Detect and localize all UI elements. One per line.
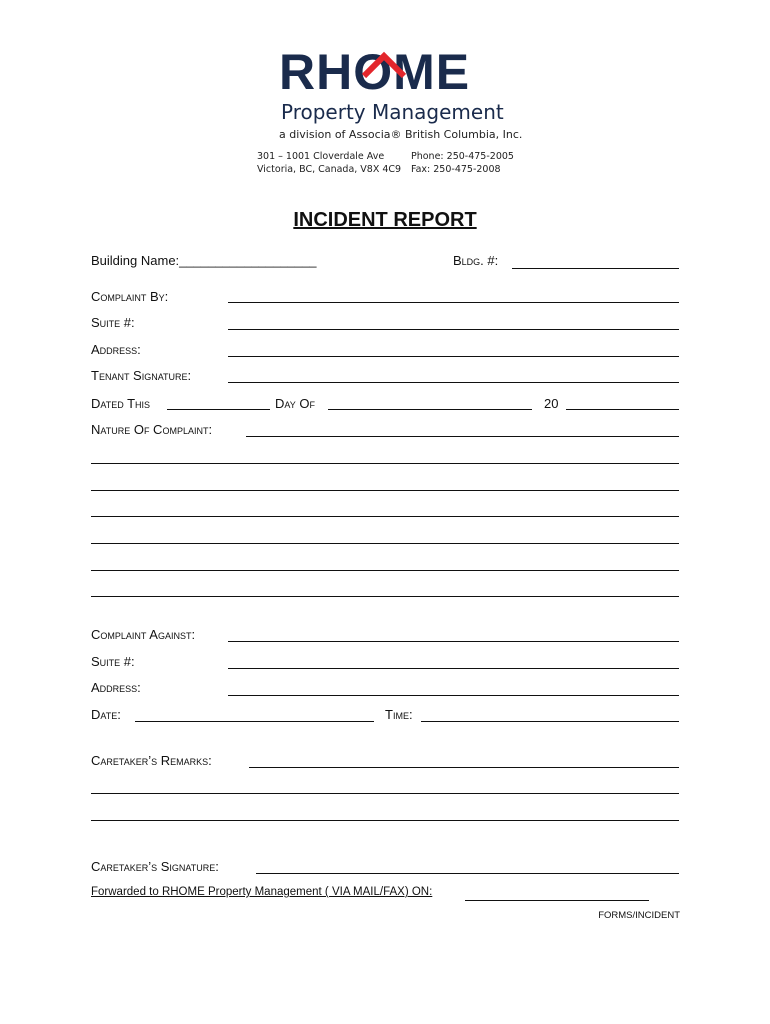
company-contact	[411, 150, 514, 176]
address-label: Address:	[91, 342, 141, 357]
address-line-1: 301 – 1001 Cloverdale Ave	[257, 151, 385, 162]
nature-of-complaint-line[interactable]	[246, 436, 679, 437]
dated-this-label: Dated This	[91, 396, 151, 411]
company-address	[257, 150, 401, 176]
caretakers-signature-label: Caretaker’s Signature:	[91, 859, 219, 874]
time-label: Time:	[385, 707, 413, 722]
caretakers-remarks-label: Caretaker’s Remarks:	[91, 753, 212, 768]
suite-2-line[interactable]	[228, 668, 679, 669]
forwarded-label: Forwarded to RHOME Property Management ( VIA MAIL/FAX) ON:	[91, 886, 433, 898]
roof-icon	[360, 48, 408, 78]
complaint-detail-line[interactable]	[91, 543, 679, 544]
complaint-detail-line[interactable]	[91, 596, 679, 597]
forms-code: FORMS/INCIDENT	[598, 910, 680, 921]
address-2-label: Address:	[91, 680, 141, 695]
forwarded-date-line[interactable]	[465, 900, 649, 901]
bldg-number-line[interactable]	[512, 268, 679, 269]
brand-name-text: RHOME	[279, 44, 471, 100]
brand-division: a division of Associa® British Columbia, Inc.	[279, 128, 523, 141]
caretakers-signature-line[interactable]	[256, 873, 679, 874]
date-line[interactable]	[135, 721, 374, 722]
building-name-field[interactable]: Building Name:___________________	[91, 253, 317, 268]
complaint-detail-line[interactable]	[91, 570, 679, 571]
complaint-by-line[interactable]	[228, 302, 679, 303]
tenant-signature-label: Tenant Signature:	[91, 368, 192, 383]
day-of-line[interactable]	[328, 409, 532, 410]
complaint-against-line[interactable]	[228, 641, 679, 642]
date-label: Date:	[91, 707, 121, 722]
nature-of-complaint-label: Nature Of Complaint:	[91, 422, 213, 437]
complaint-detail-line[interactable]	[91, 490, 679, 491]
caretakers-remarks-line[interactable]	[249, 767, 679, 768]
complaint-detail-line[interactable]	[91, 463, 679, 464]
page-title: INCIDENT REPORT	[293, 209, 477, 231]
phone-number: Phone: 250-475-2005	[411, 151, 514, 162]
tenant-signature-line[interactable]	[228, 382, 679, 383]
bldg-number-label: Bldg. #:	[453, 253, 499, 268]
remarks-detail-line[interactable]	[91, 793, 679, 794]
suite-2-label: Suite #:	[91, 654, 135, 669]
remarks-detail-line[interactable]	[91, 820, 679, 821]
year-line[interactable]	[566, 409, 679, 410]
complaint-by-label: Complaint By:	[91, 289, 169, 304]
dated-this-line[interactable]	[167, 409, 270, 410]
year-prefix: 20	[544, 396, 559, 411]
address-line[interactable]	[228, 356, 679, 357]
fax-number: Fax: 250-475-2008	[411, 164, 501, 175]
day-of-label: Day Of	[275, 396, 315, 411]
complaint-against-label: Complaint Against:	[91, 627, 196, 642]
address-2-line[interactable]	[228, 695, 679, 696]
suite-line[interactable]	[228, 329, 679, 330]
brand-subtitle: Property Management	[281, 100, 504, 124]
address-line-2: Victoria, BC, Canada, V8X 4C9	[257, 164, 402, 175]
complaint-detail-line[interactable]	[91, 516, 679, 517]
time-line[interactable]	[421, 721, 679, 722]
suite-label: Suite #:	[91, 315, 135, 330]
